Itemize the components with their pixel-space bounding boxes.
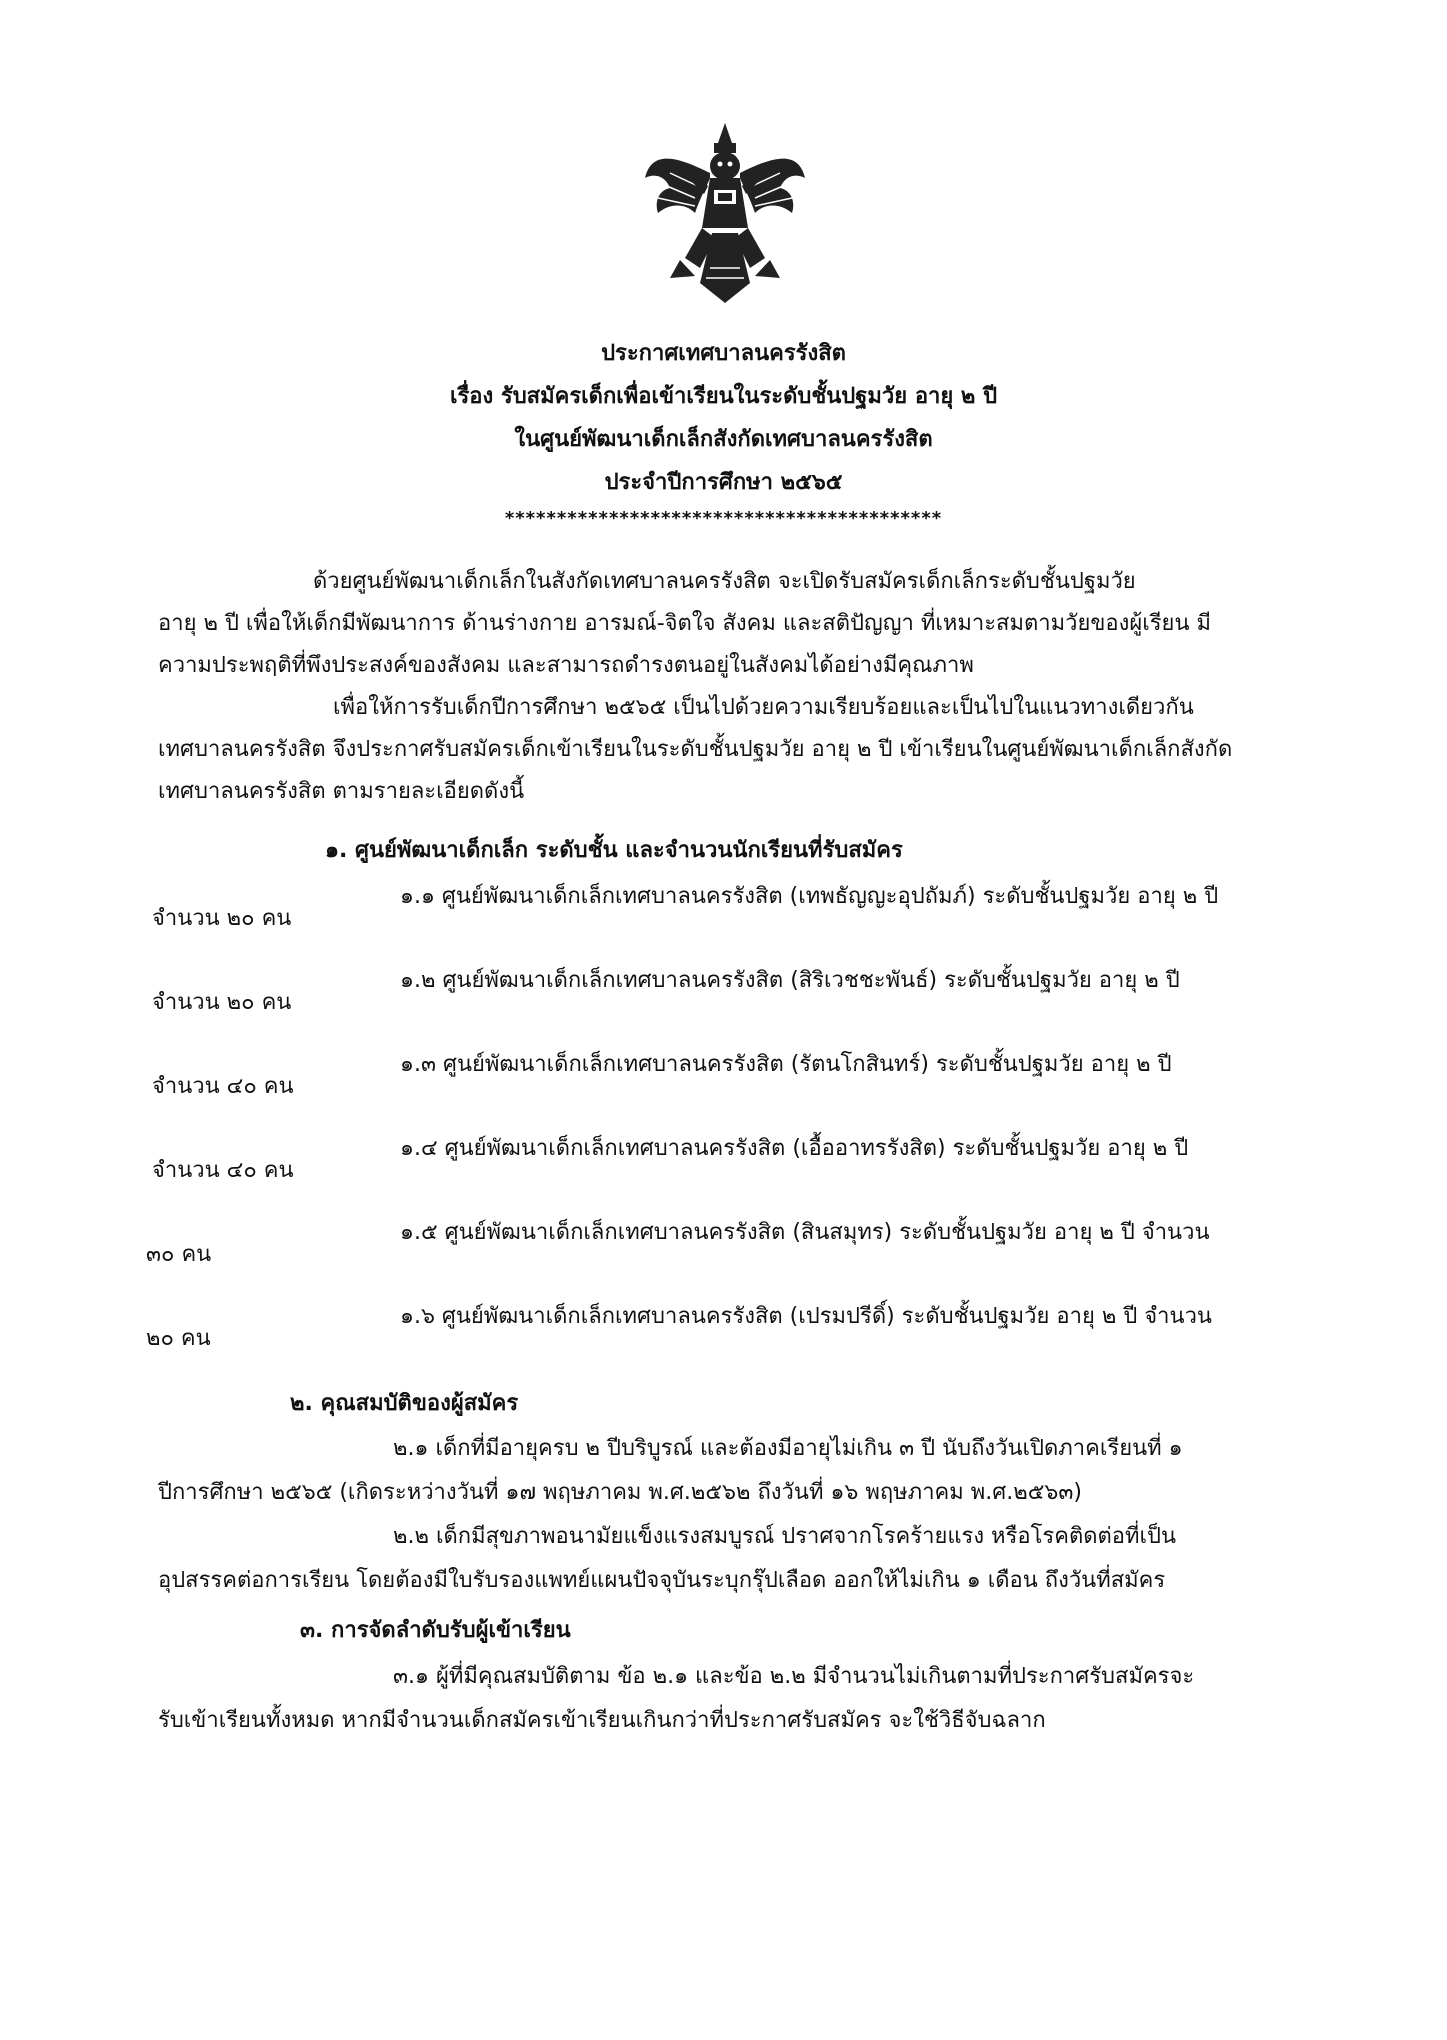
section-2-item-2-line2: อุปสรรคต่อการเรียน โดยต้องมีใบรับรองแพทย์แผนปัจจุบันระบุกรุ๊ปเลือด ออกให้ไม่เกิน ๑ เดือน ถึงวันที่สมัคร (158, 1568, 1166, 1593)
section-3-item-1-line2: รับเข้าเรียนทั้งหมด หากมีจำนวนเด็กสมัครเข้าเรียนเกินกว่าที่ประกาศรับสมัคร จะใช้วิธีจับฉลาก (158, 1708, 1046, 1733)
list-item: ๑.๒ ศูนย์พัฒนาเด็กเล็กเทศบาลนครรังสิต (สิริเวชชะพันธ์) ระดับชั้นปฐมวัย อายุ ๒ ปี (400, 968, 1180, 993)
heading-year: ประจำปีการศึกษา ๒๕๖๕ (604, 470, 843, 495)
section-2-item-1-line1: ๒.๑ เด็กที่มีอายุครบ ๒ ปีบริบูรณ์ และต้องมีอายุไม่เกิน ๓ ปี นับถึงวันเปิดภาคเรียนที่ ๑ (393, 1436, 1183, 1461)
list-item: ๑.๖ ศูนย์พัฒนาเด็กเล็กเทศบาลนครรังสิต (เปรมปรีดิ์) ระดับชั้นปฐมวัย อายุ ๒ ปี จำนวน (400, 1304, 1212, 1329)
section-2-item-2-line1: ๒.๒ เด็กมีสุขภาพอนามัยแข็งแรงสมบูรณ์ ปราศจากโรคร้ายแรง หรือโรคติดต่อที่เป็น (393, 1524, 1177, 1549)
intro-p1-line1: ด้วยศูนย์พัฒนาเด็กเล็กในสังกัดเทศบาลนครรังสิต จะเปิดรับสมัครเด็กเล็กระดับชั้นปฐมวัย (313, 569, 1136, 594)
list-item: ๑.๔ ศูนย์พัฒนาเด็กเล็กเทศบาลนครรังสิต (เอื้ออาทรรังสิต) ระดับชั้นปฐมวัย อายุ ๒ ปี (400, 1136, 1189, 1161)
list-item-count: จำนวน ๔๐ คน (152, 1158, 294, 1183)
list-item: ๑.๓ ศูนย์พัฒนาเด็กเล็กเทศบาลนครรังสิต (รัตนโกสินทร์) ระดับชั้นปฐมวัย อายุ ๒ ปี (400, 1052, 1172, 1077)
list-item: ๑.๑ ศูนย์พัฒนาเด็กเล็กเทศบาลนครรังสิต (เทพธัญญะอุปถัมภ์) ระดับชั้นปฐมวัย อายุ ๒ ปี (400, 884, 1219, 909)
section-1-title: ๑. ศูนย์พัฒนาเด็กเล็ก ระดับชั้น และจำนวนนักเรียนที่รับสมัคร (325, 838, 903, 863)
intro-p2-line1: เพื่อให้การรับเด็กปีการศึกษา ๒๕๖๕ เป็นไปด้วยความเรียบร้อยและเป็นไปในแนวทางเดียวกัน (333, 695, 1194, 720)
section-2-item-1-line2: ปีการศึกษา ๒๕๖๕ (เกิดระหว่างวันที่ ๑๗ พฤษภาคม พ.ศ.๒๕๖๒ ถึงวันที่ ๑๖ พฤษภาคม พ.ศ.๒๕๖๓) (158, 1480, 1082, 1505)
heading-separator: ****************************************** (504, 508, 943, 529)
garuda-emblem-icon (640, 118, 810, 308)
intro-p1-line3: ความประพฤติที่พึงประสงค์ของสังคม และสามารถดำรงตนอยู่ในสังคมได้อย่างมีคุณภาพ (158, 653, 974, 678)
intro-p2-line2: เทศบาลนครรังสิต จึงประกาศรับสมัครเด็กเข้าเรียนในระดับชั้นปฐมวัย อายุ ๒ ปี เข้าเรียนในศูนย์พัฒนาเด็กเล็กสังกัด (158, 737, 1233, 762)
section-3-title: ๓. การจัดลำดับรับผู้เข้าเรียน (300, 1618, 571, 1643)
list-item-count: จำนวน ๒๐ คน (152, 990, 292, 1015)
section-2-title: ๒. คุณสมบัติของผู้สมัคร (290, 1391, 519, 1416)
heading-line-3: ในศูนย์พัฒนาเด็กเล็กสังกัดเทศบาลนครรังสิต (514, 427, 933, 452)
list-item-count: ๓๐ คน (146, 1242, 212, 1267)
list-item: ๑.๕ ศูนย์พัฒนาเด็กเล็กเทศบาลนครรังสิต (สินสมุทร) ระดับชั้นปฐมวัย อายุ ๒ ปี จำนวน (400, 1220, 1210, 1245)
list-item-count: จำนวน ๒๐ คน (152, 906, 292, 931)
heading-subject: เรื่อง รับสมัครเด็กเพื่อเข้าเรียนในระดับชั้นปฐมวัย อายุ ๒ ปี (449, 384, 998, 409)
garuda-emblem (640, 118, 810, 308)
intro-p1-line2: อายุ ๒ ปี เพื่อให้เด็กมีพัฒนาการ ด้านร่างกาย อารมณ์-จิตใจ สังคม และสติปัญญา ที่เหมาะสมตามวัยของผู้เรียน มี (158, 611, 1211, 636)
section-3-item-1-line1: ๓.๑ ผู้ที่มีคุณสมบัติตาม ข้อ ๒.๑ และข้อ ๒.๒ มีจำนวนไม่เกินตามที่ประกาศรับสมัครจะ (393, 1664, 1195, 1689)
heading-line-1: ประกาศเทศบาลนครรังสิต (601, 341, 846, 366)
list-item-count: ๒๐ คน (146, 1326, 211, 1351)
intro-p2-line3: เทศบาลนครรังสิต ตามรายละเอียดดังนี้ (158, 779, 525, 804)
list-item-count: จำนวน ๔๐ คน (152, 1074, 294, 1099)
